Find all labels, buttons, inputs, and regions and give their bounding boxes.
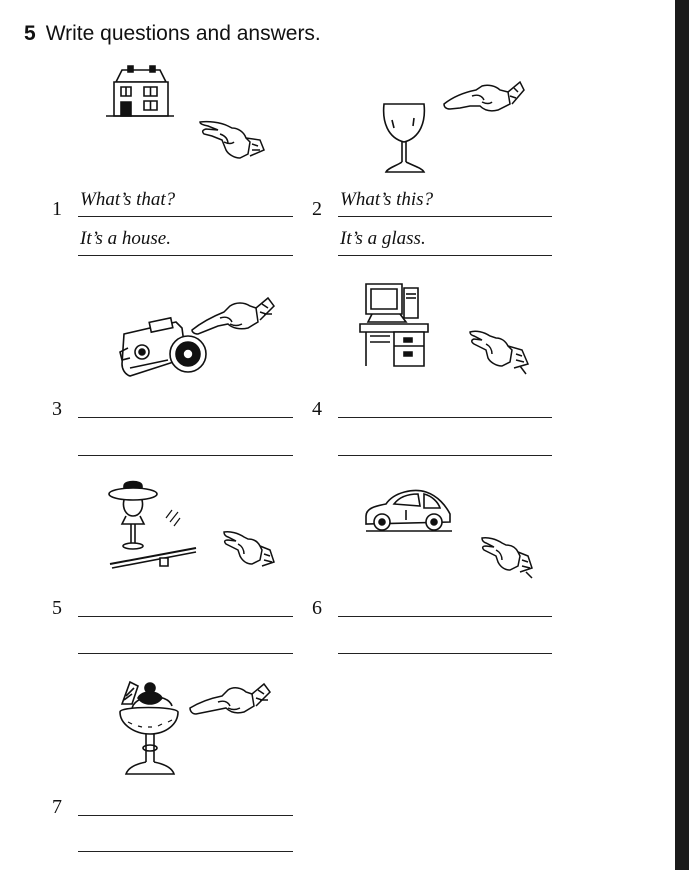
- question-line-4[interactable]: [338, 417, 552, 418]
- question-line-2[interactable]: [338, 216, 552, 217]
- question-line-3[interactable]: [78, 417, 293, 418]
- exercise-heading: [24, 22, 321, 46]
- question-text-1: What’s that?: [80, 189, 176, 210]
- glass-icon: [378, 100, 432, 176]
- hand-pointing-icon: [468, 326, 532, 378]
- ice-cream-icon: [112, 676, 184, 780]
- answer-line-3[interactable]: [78, 455, 293, 456]
- item-number-7: 7: [52, 796, 62, 818]
- item-number-6: 6: [312, 597, 322, 619]
- hand-pointing-icon: [188, 678, 274, 724]
- hand-pointing-icon: [442, 76, 526, 120]
- hand-pointing-icon: [222, 528, 278, 574]
- answer-text-2: It’s a glass.: [340, 228, 426, 249]
- item-number-3: 3: [52, 398, 62, 420]
- item-number-4: 4: [312, 398, 322, 420]
- hand-pointing-icon: [480, 534, 536, 580]
- question-line-1[interactable]: [78, 216, 293, 217]
- question-text-2: What’s this?: [340, 189, 434, 210]
- item-number-2: 2: [312, 198, 322, 220]
- hat-icon: [106, 478, 198, 578]
- answer-line-6[interactable]: [338, 653, 552, 654]
- house-icon: [104, 64, 176, 120]
- car-icon: [362, 486, 456, 534]
- answer-text-1: It’s a house.: [80, 228, 171, 249]
- page-edge-bar: [675, 0, 689, 870]
- answer-line-4[interactable]: [338, 455, 552, 456]
- hand-pointing-icon: [190, 292, 280, 340]
- answer-line-1[interactable]: [78, 255, 293, 256]
- item-number-1: 1: [52, 198, 62, 220]
- hand-pointing-icon: [198, 116, 268, 164]
- item-number-5: 5: [52, 597, 62, 619]
- answer-line-7[interactable]: [78, 851, 293, 852]
- computer-icon: [358, 280, 432, 370]
- exercise-instruction: Write questions and answers.: [45, 22, 321, 45]
- question-line-5[interactable]: [78, 616, 293, 617]
- question-line-6[interactable]: [338, 616, 552, 617]
- exercise-number: 5: [24, 22, 36, 45]
- question-line-7[interactable]: [78, 815, 293, 816]
- answer-line-5[interactable]: [78, 653, 293, 654]
- answer-line-2[interactable]: [338, 255, 552, 256]
